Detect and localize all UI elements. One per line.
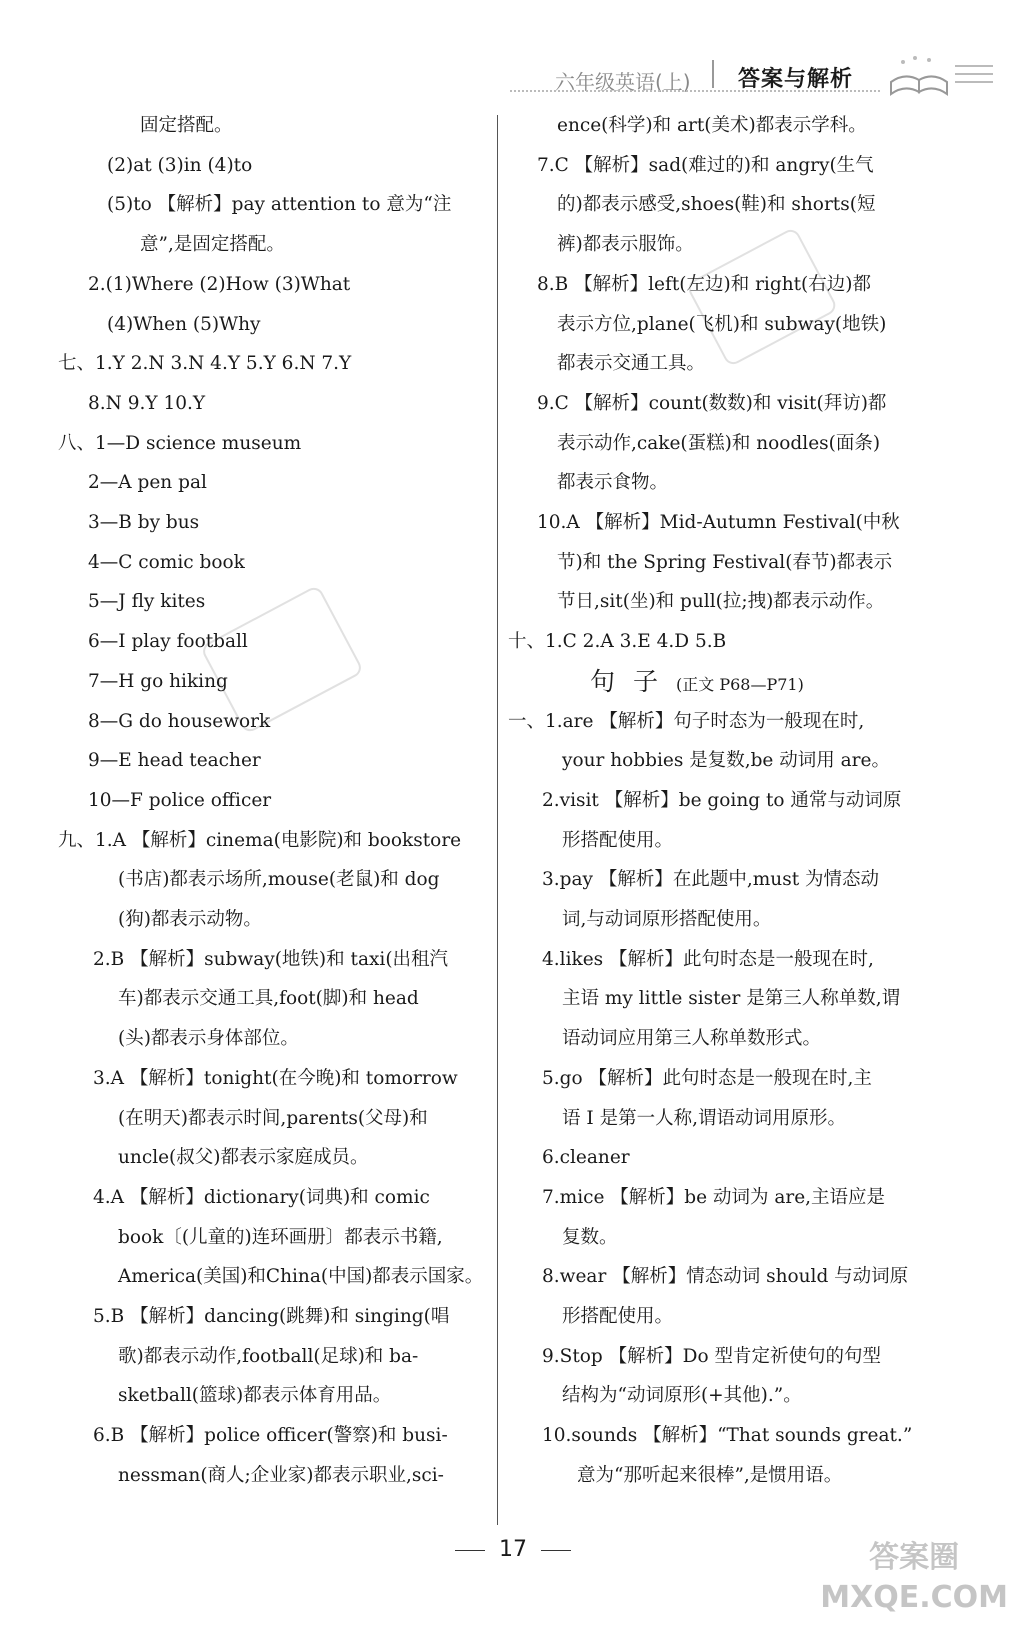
- answer-line: sketball(篮球)都表示体育用品。: [118, 1385, 392, 1407]
- answer-line: 2—A pen pal: [88, 472, 207, 494]
- answer-line: 8.wear 【解析】情态动词 should 与动词原: [542, 1266, 909, 1288]
- answer-line: 8.N 9.Y 10.Y: [88, 392, 206, 414]
- answer-line: 10.sounds 【解析】“That sounds great.”: [542, 1425, 913, 1447]
- answer-line: 9.Stop 【解析】Do 型肯定祈使句的句型: [542, 1345, 881, 1367]
- answer-line: 9—E head teacher: [88, 750, 261, 772]
- answer-line: 表示动作,cake(蛋糕)和 noodles(面条): [557, 432, 881, 454]
- answer-line: 语动词应用第三人称单数形式。: [562, 1028, 822, 1050]
- answer-line: book〔(儿童的)连环画册〕都表示书籍,: [118, 1226, 443, 1248]
- dash-left: [455, 1550, 485, 1551]
- answer-line: 形搭配使用。: [562, 829, 674, 851]
- section-heading: [590, 667, 804, 697]
- page-header: [500, 56, 1000, 106]
- answer-line: nessman(商人;企业家)都表示职业,sci-: [118, 1464, 444, 1486]
- answer-line: 8—G do housework: [88, 710, 271, 732]
- answer-line: 九、1.A 【解析】cinema(电影院)和 bookstore: [58, 829, 462, 851]
- answer-line: 4.likes 【解析】此句时态是一般现在时,: [542, 948, 874, 970]
- answer-line: 复数。: [562, 1226, 618, 1248]
- answer-line: 都表示食物。: [557, 472, 669, 494]
- answer-line: (狗)都表示动物。: [118, 909, 262, 930]
- answer-line: 8.B 【解析】left(左边)和 right(右边)都: [537, 273, 871, 295]
- answer-line: 3.A 【解析】tonight(在今晚)和 tomorrow: [93, 1067, 458, 1089]
- answer-line: 2.(1)Where (2)How (3)What: [88, 273, 351, 295]
- answer-line: 语 I 是第一人称,谓语动词用原形。: [562, 1107, 846, 1129]
- answer-line: 4.A 【解析】dictionary(词典)和 comic: [93, 1186, 430, 1208]
- answer-line: 6.B 【解析】police officer(警察)和 busi-: [93, 1425, 448, 1447]
- answer-line: 7—H go hiking: [88, 670, 228, 692]
- dash-right: [541, 1550, 571, 1551]
- answer-line: 7.mice 【解析】be 动词为 are,主语应是: [542, 1186, 886, 1208]
- header-dotted-rule: [510, 90, 880, 92]
- book-logo-icon: [885, 52, 995, 96]
- answer-line: 5.B 【解析】dancing(跳舞)和 singing(唱: [93, 1306, 450, 1327]
- heading-page-ref: (正文 P68—P71): [676, 674, 804, 694]
- answer-line: 10.A 【解析】Mid-Autumn Festival(中秋: [537, 512, 900, 533]
- watermark-line2: MXQE.COM: [820, 1580, 1008, 1615]
- answer-line: 固定搭配。: [140, 115, 233, 136]
- page-number-text: 17: [499, 1537, 527, 1562]
- column-divider: [497, 115, 498, 1525]
- answer-line: 都表示交通工具。: [557, 353, 706, 375]
- answer-line: (书店)都表示场所,mouse(老鼠)和 dog: [118, 869, 440, 891]
- heading-title: 句子: [590, 666, 677, 696]
- answer-line: (2)at (3)in (4)to: [107, 154, 253, 176]
- answer-line: 9.C 【解析】count(数数)和 visit(拜访)都: [537, 392, 887, 414]
- answer-line: 结构为“动词原形(+其他).”。: [562, 1385, 802, 1407]
- answer-line: 5—J fly kites: [88, 591, 206, 613]
- watermark: [820, 1538, 1008, 1618]
- answer-line: (4)When (5)Why: [107, 313, 261, 335]
- answer-line: your hobbies 是复数,be 动词用 are。: [562, 750, 890, 772]
- section-title: 答案与解析: [738, 67, 854, 92]
- answer-line: 的)都表示感受,shoes(鞋)和 shorts(短: [557, 194, 876, 216]
- answer-line: 4—C comic book: [88, 551, 245, 573]
- answer-line: 3.pay 【解析】在此题中,must 为情态动: [542, 869, 880, 891]
- answer-line: 意为“那听起来很棒”,是惯用语。: [577, 1464, 843, 1486]
- answer-line: 裤)都表示服饰。: [557, 234, 694, 256]
- answer-line: 一、1.are 【解析】句子时态为一般现在时,: [508, 710, 865, 732]
- answer-line: 2.visit 【解析】be going to 通常与动词原: [542, 789, 902, 811]
- answer-line: 词,与动词原形搭配使用。: [562, 909, 772, 930]
- answer-line: 节日,sit(坐)和 pull(拉;拽)都表示动作。: [557, 591, 885, 613]
- answer-line: America(美国)和China(中国)都表示国家。: [118, 1266, 484, 1288]
- answer-line: 意”,是固定搭配。: [140, 234, 285, 256]
- answer-line: 七、1.Y 2.N 3.N 4.Y 5.Y 6.N 7.Y: [58, 353, 352, 375]
- answer-line: 7.C 【解析】sad(难过的)和 angry(生气: [537, 154, 874, 176]
- answer-line: 车)都表示交通工具,foot(脚)和 head: [118, 988, 419, 1010]
- answer-line: 表示方位,plane(飞机)和 subway(地铁): [557, 313, 887, 335]
- answer-line: 5.go 【解析】此句时态是一般现在时,主: [542, 1067, 872, 1089]
- answer-line: (头)都表示身体部位。: [118, 1028, 299, 1050]
- answer-line: (在明天)都表示时间,parents(父母)和: [118, 1107, 428, 1129]
- answer-line: 歌)都表示动作,football(足球)和 ba-: [118, 1345, 419, 1367]
- answer-line: 节)和 the Spring Festival(春节)都表示: [557, 551, 893, 573]
- answer-line: 形搭配使用。: [562, 1306, 674, 1327]
- watermark-line1: 答案圈: [869, 1540, 960, 1575]
- answer-line: 6.cleaner: [542, 1147, 630, 1169]
- header-separator: [712, 60, 714, 88]
- answer-line: ence(科学)和 art(美术)都表示学科。: [557, 115, 867, 136]
- answer-line: 10—F police officer: [88, 789, 272, 811]
- answer-line: 2.B 【解析】subway(地铁)和 taxi(出租汽: [93, 948, 449, 970]
- answer-line: 3—B by bus: [88, 512, 200, 533]
- answer-line: uncle(叔父)都表示家庭成员。: [118, 1147, 369, 1169]
- answer-line: 八、1—D science museum: [58, 432, 302, 454]
- answer-line: 十、1.C 2.A 3.E 4.D 5.B: [508, 631, 727, 653]
- book-subtitle: 六年级英语(上): [555, 70, 691, 94]
- answer-line: (5)to 【解析】pay attention to 意为“注: [107, 194, 452, 216]
- answer-line: 主语 my little sister 是第三人称单数,谓: [562, 988, 901, 1010]
- answer-line: 6—I play football: [88, 631, 248, 653]
